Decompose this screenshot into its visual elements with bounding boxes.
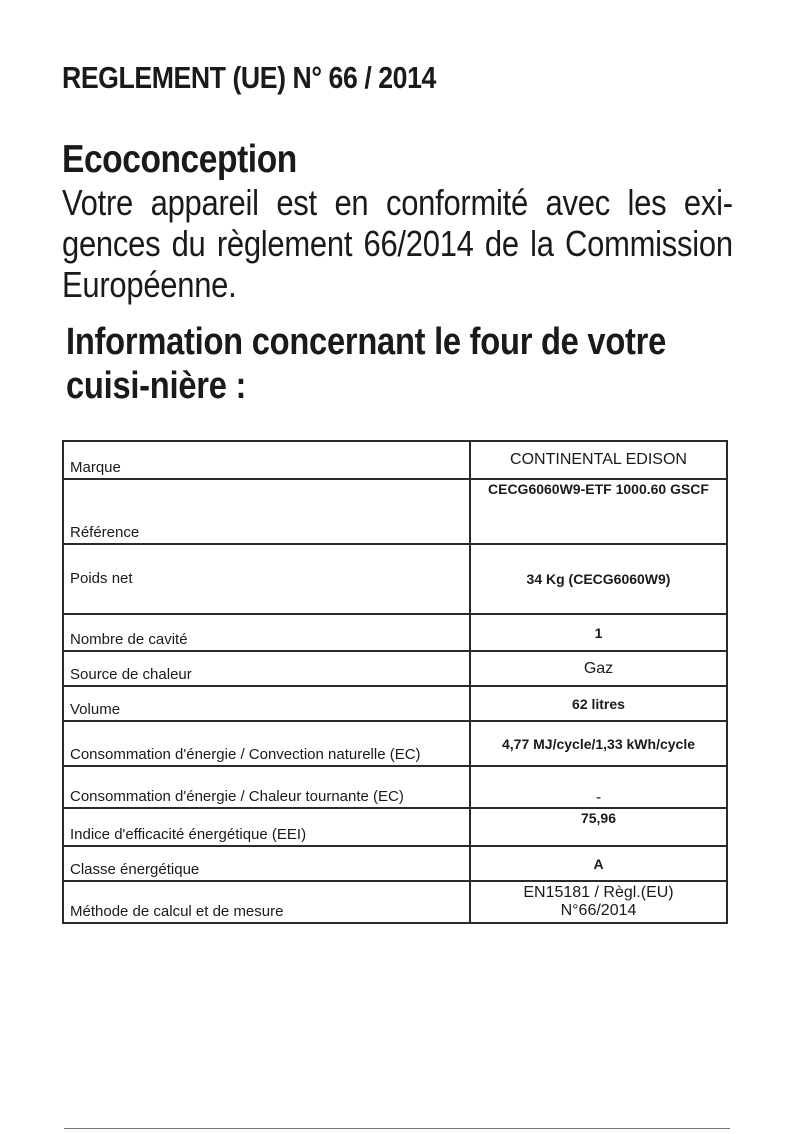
table-row xyxy=(63,808,727,846)
row-label: Nombre de cavité xyxy=(63,614,470,651)
ecodesign-heading: Ecoconception xyxy=(62,138,297,181)
table-row xyxy=(63,721,727,766)
table-row xyxy=(63,441,727,479)
row-label: Poids net xyxy=(63,544,470,614)
row-value: 75,96 xyxy=(470,808,727,846)
ecodesign-paragraph: Votre appareil est en conformité avec les exi-gences du règlement 66/2014 de la Commission Européenne. xyxy=(62,182,733,305)
row-label: Source de chaleur xyxy=(63,651,470,686)
oven-spec-table xyxy=(62,440,728,924)
row-value: A xyxy=(470,846,727,881)
table-row xyxy=(63,614,727,651)
row-value: 62 litres xyxy=(470,686,727,721)
row-value: 4,77 MJ/cycle/1,33 kWh/cycle xyxy=(470,721,727,766)
row-label: Marque xyxy=(63,441,470,479)
row-label: Consommation d'énergie / Chaleur tournante (EC) xyxy=(63,766,470,808)
row-value: CONTINENTAL EDISON xyxy=(470,441,727,479)
row-value: - xyxy=(470,766,727,808)
page-bottom-divider xyxy=(64,1128,730,1129)
row-value: EN15181 / Règl.(EU) N°66/2014 xyxy=(470,881,727,923)
row-label: Consommation d'énergie / Convection naturelle (EC) xyxy=(63,721,470,766)
oven-info-heading: Information concernant le four de votre cuisi-nière : xyxy=(66,321,667,407)
row-label: Référence xyxy=(63,479,470,544)
table-row xyxy=(63,846,727,881)
table-row xyxy=(63,544,727,614)
row-label: Indice d'efficacité énergétique (EEI) xyxy=(63,808,470,846)
row-label: Méthode de calcul et de mesure xyxy=(63,881,470,923)
table-row xyxy=(63,686,727,721)
regulation-title: REGLEMENT (UE) N° 66 / 2014 xyxy=(62,60,436,95)
row-label: Classe énergétique xyxy=(63,846,470,881)
row-value: 1 xyxy=(470,614,727,651)
row-value: Gaz xyxy=(470,651,727,686)
row-value: CECG6060W9-ETF 1000.60 GSCF xyxy=(470,479,727,544)
table-row xyxy=(63,479,727,544)
row-value: 34 Kg (CECG6060W9) xyxy=(470,544,727,614)
table-row xyxy=(63,651,727,686)
row-label: Volume xyxy=(63,686,470,721)
table-row xyxy=(63,766,727,808)
table-row xyxy=(63,881,727,923)
